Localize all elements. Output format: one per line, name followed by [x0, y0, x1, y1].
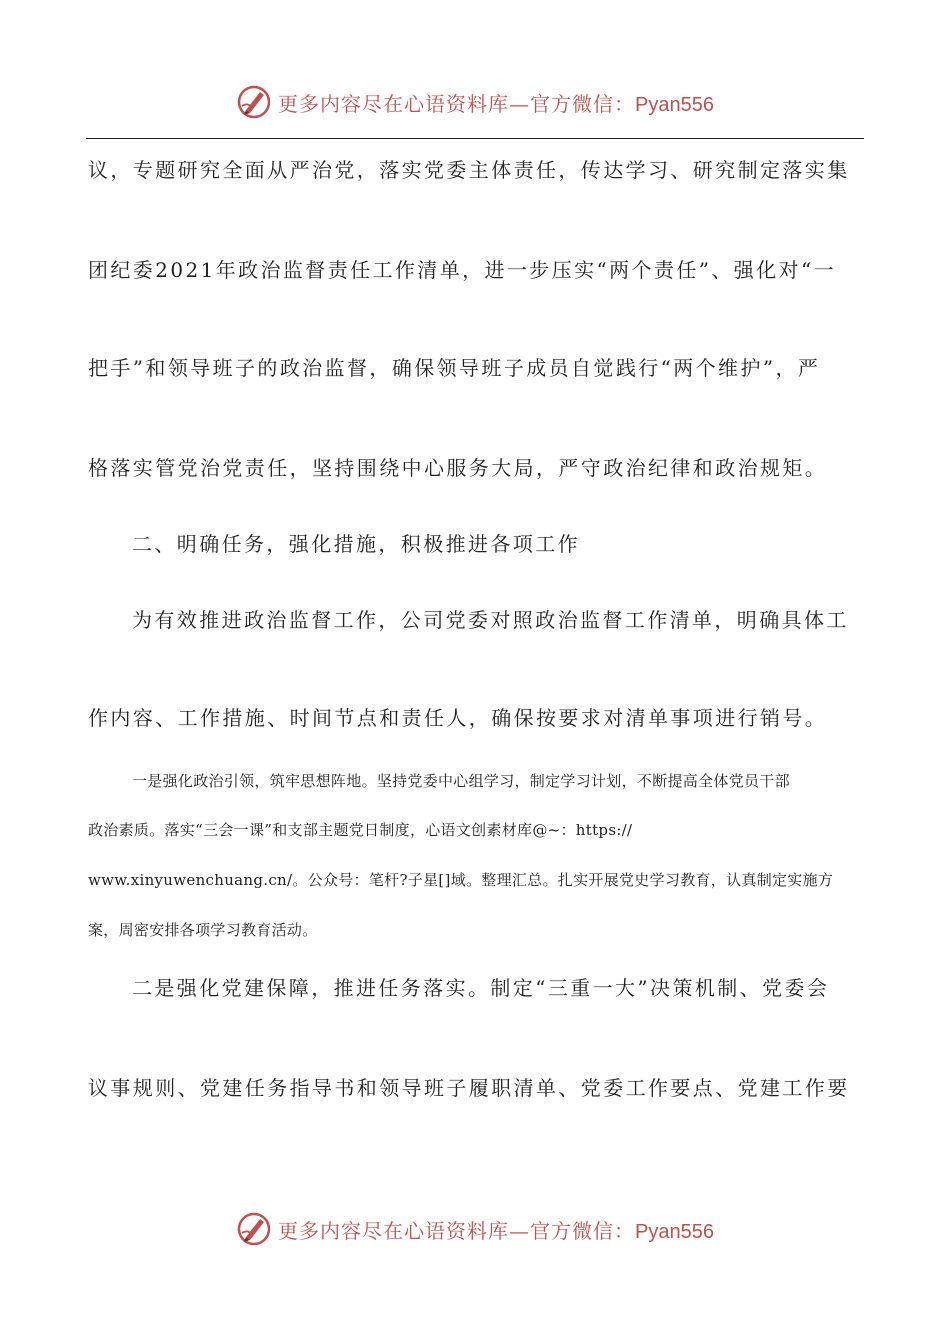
- body-line: 议，专题研究全面从严治党，落实党委主体责任，传达学习、研究制定落实集: [88, 158, 850, 182]
- pen-logo-icon: [236, 84, 272, 120]
- body-line: 作内容、工作措施、时间节点和责任人，确保按要求对清单事项进行销号。: [88, 706, 828, 730]
- footer-banner-wechat: Pyan556: [635, 1220, 714, 1243]
- small-body-line: 政治素质。落实“三会一课”和支部主题党日制度，心语文创素材库@~：https://: [88, 821, 633, 839]
- body-line: 二是强化党建保障，推进任务落实。制定“三重一大”决策机制、党委会: [132, 976, 830, 1000]
- body-line: 为有效推进政治监督工作，公司党委对照政治监督工作清单，明确具体工: [132, 608, 849, 632]
- footer-banner: [0, 1211, 950, 1247]
- body-line: 团纪委2021年政治监督责任工作清单，进一步压实“两个责任”、强化对“一: [88, 258, 836, 282]
- footer-banner-text: [278, 1215, 714, 1244]
- body-line: 格落实管党治党责任，坚持围绕中心服务大局，严守政治纪律和政治规矩。: [88, 456, 828, 480]
- small-body-line: 一是强化政治引领，筑牢思想阵地。坚持党委中心组学习，制定学习计划，不断提高全体党员干部: [132, 772, 790, 790]
- small-body-line: 案，周密安排各项学习教育活动。: [88, 921, 318, 939]
- header-banner-cn: 更多内容尽在心语资料库—官方微信：: [278, 91, 636, 116]
- body-line: 把手”和领导班子的政治监督，确保领导班子成员自觉践行“两个维护”，严: [88, 356, 821, 380]
- body-line: 议事规则、党建任务指导书和领导班子履职清单、党委工作要点、党建工作要: [88, 1076, 850, 1100]
- header-banner: [0, 84, 950, 120]
- section-heading: 二、明确任务，强化措施，积极推进各项工作: [132, 532, 580, 556]
- header-banner-text: [278, 88, 714, 117]
- footer-banner-cn: 更多内容尽在心语资料库—官方微信：: [278, 1218, 636, 1243]
- header-rule: [86, 138, 864, 139]
- pen-logo-icon: [236, 1211, 272, 1247]
- header-banner-wechat: Pyan556: [635, 93, 714, 116]
- small-body-line: www.xinyuwenchuang.cn/。公众号：笔杆?子星[]域。整理汇总。扎实开展党史学习教育，认真制定实施方: [88, 871, 834, 889]
